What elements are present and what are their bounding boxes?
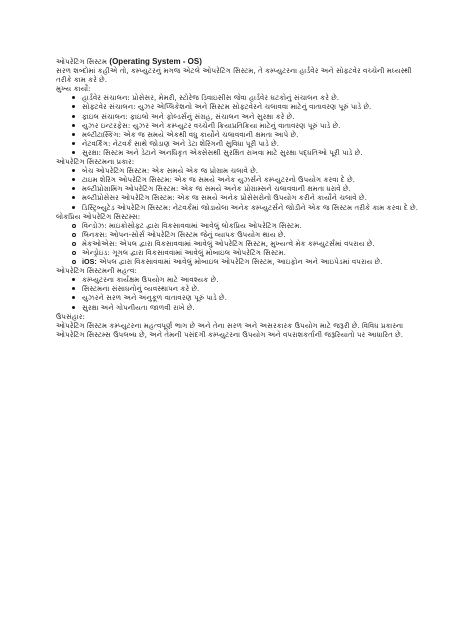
list-item: મેકઓએસ: એપલ દ્વારા વિકસાવવામાં આવેલું ઓપરેટિંગ સિસ્ટમ, મુખ્યત્વે મેક કમ્પ્યુટર્સમાં વપરાય છે. bbox=[70, 239, 422, 248]
list-item: મલ્ટીપ્રોસેસર ઓપરેટિંગ સિસ્ટમ: એક જ સમયે અનેક પ્રોસેસરોનો ઉપયોગ કરીને કાર્યોને ચલાવે છે. bbox=[70, 193, 422, 202]
list-item: લિનક્સ: ઓપન-સોર્સ ઓપરેટિંગ સિસ્ટમ જેનું વ્યાપક ઉપયોગ થાય છે. bbox=[70, 230, 422, 239]
list-item: હાર્ડવેર સંચાલન: પ્રોસેસર, મેમરી, સ્ટોરેજ ડિવાઇસીસ જેવા હાર્ડવેર ઘટકોનું સંચાલન કરે છે. bbox=[70, 93, 422, 102]
document-page bbox=[56, 57, 422, 339]
list-item: વિન્ડોઝ: માઇક્રોસોફ્ટ દ્વારા વિકસાવવામાં આવેલું લોકપ્રિય ઓપરેટિંગ સિસ્ટમ. bbox=[70, 221, 422, 230]
list-item: સુરક્ષા અને ગોપનીયતા જાળવી રાખે છે. bbox=[70, 303, 422, 312]
list-item: ફાઇલ સંચાલન: ફાઇલો અને ફોલ્ડર્સનું સંગ્રહ, સંચાલન અને સુરક્ષા કરે છે. bbox=[70, 112, 422, 121]
list-item: મલ્ટીટાસ્કિંગ: એક જ સમયે એકથી વધુ કાર્યોને ચલાવવાની ક્ષમતા આપે છે. bbox=[70, 130, 422, 139]
ios-label: iOS: bbox=[82, 257, 97, 267]
types-heading: ઓપરેટિંગ સિસ્ટમના પ્રકાર: bbox=[56, 157, 135, 167]
intro-paragraph: સરળ શબ્દોમાં કહીએ તો, કમ્પ્યુટરનું મગજ એટલે ઓપરેટિંગ સિસ્ટમ, તે કમ્પ્યુટરના હાર્ડવેર અને સોફ્ટવેર વચ્ચેની મધ્યસ્થી તરીકે કામ કરે છે. bbox=[56, 66, 412, 85]
popular-heading: લોકપ્રિય ઓપરેટિંગ સિસ્ટમ્સ: bbox=[56, 211, 141, 221]
importance-list bbox=[56, 275, 422, 311]
list-item: ટાઇમ શેરિંગ ઓપરેટિંગ સિસ્ટમ: એક જ સમયે અનેક યુઝર્સને કમ્પ્યુટરનો ઉપયોગ કરવા દે છે. bbox=[70, 175, 422, 184]
conclusion-heading: ઉપસંહાર: bbox=[56, 311, 85, 321]
title-gujarati: ઓપરેટિંગ સિસ્ટમ bbox=[56, 57, 110, 66]
title-english: (Operating System - OS) bbox=[109, 57, 202, 66]
list-item: યુઝર ઇન્ટરફેસ: યુઝર અને કમ્પ્યુટર વચ્ચેની ક્રિયાપ્રતિક્રિયા માટેનું વાતાવરણ પૂરું પાડે છે. bbox=[70, 121, 422, 130]
list-item: યુઝરને સરળ અને અનુકૂળ વાતાવરણ પૂરું પાડે છે. bbox=[70, 293, 422, 302]
importance-heading: ઓપરેટિંગ સિસ્ટમની મહત્વ: bbox=[56, 266, 137, 276]
list-item: સુરક્ષા: સિસ્ટમ અને ડેટાને અનધિકૃત એક્સેસથી સુરક્ષિત રાખવા માટે સુરક્ષા પદ્ધતિઓ પૂરી પાડે છે. bbox=[70, 148, 422, 157]
list-item: કમ્પ્યુટરના કાર્યક્ષમ ઉપયોગ માટે આવશ્યક છે. bbox=[70, 275, 422, 284]
functions-heading: મુખ્ય કાર્યો: bbox=[56, 84, 91, 94]
ios-text: એપલ દ્વારા વિકસાવવામાં આવેલું મોબાઇલ ઓપરેટિંગ સિસ્ટમ, આઇફોન અને આઇપેડમાં વપરાય છે. bbox=[96, 257, 383, 267]
functions-list bbox=[56, 93, 422, 157]
list-item: સોફ્ટવેર સંચાલન: યુઝર એપ્લિકેશનો અને સિસ્ટમ સોફ્ટવેરને ચલાવવા માટેનું વાતાવરણ પૂરું પાડે છે. bbox=[70, 102, 422, 111]
list-item: સિસ્ટમના સંસાધનોનું વ્યવસ્થાપન કરે છે. bbox=[70, 284, 422, 293]
popular-list bbox=[56, 221, 422, 266]
conclusion-paragraph: ઓપરેટિંગ સિસ્ટમ કમ્પ્યુટરના મહત્વપૂર્ણ ભાગ છે અને તેના સરળ અને અસરકારક ઉપયોગ માટે જરૂરી છે. વિવિધ પ્રકારના ઓપરેટિંગ સિસ્ટમ્સ ઉપલબ્ધ છે, અને તેમની પસંદગી કમ્પ્યુટરના ઉપયોગ અને વપરાશકર્તાની જરૂરિયાતો પર આધારિત છે. bbox=[56, 320, 404, 339]
list-item: નેટવર્કિંગ: નેટવર્ક સાથે જોડાણ અને ડેટા શેરિંગની સુવિધા પૂરી પાડે છે. bbox=[70, 139, 422, 148]
document-title bbox=[56, 57, 422, 66]
list-item: બેચ ઓપરેટિંગ સિસ્ટમ: એક સમયે એક જ પ્રોગ્રામ ચલાવે છે. bbox=[70, 166, 422, 175]
list-item: એન્ડ્રોઇડ: ગૂગલ દ્વારા વિકસાવવામાં આવેલું મોબાઇલ ઓપરેટિંગ સિસ્ટમ. bbox=[70, 248, 422, 257]
list-item: ડિસ્ટ્રિબ્યુટેડ ઓપરેટિંગ સિસ્ટમ: નેટવર્કમાં જોડાયેલા અનેક કમ્પ્યુટર્સને જોડીને એક જ સિસ્ટમ તરીકે કામ કરવા દે છે. bbox=[70, 203, 422, 212]
list-item: મલ્ટીપ્રોગ્રામિંગ ઓપરેટિંગ સિસ્ટમ: એક જ સમયે અનેક પ્રોગ્રામ્સને ચલાવવાની ક્ષમતા ધરાવે છે. bbox=[70, 184, 422, 193]
types-list bbox=[56, 166, 422, 211]
list-item-ios bbox=[70, 257, 422, 266]
